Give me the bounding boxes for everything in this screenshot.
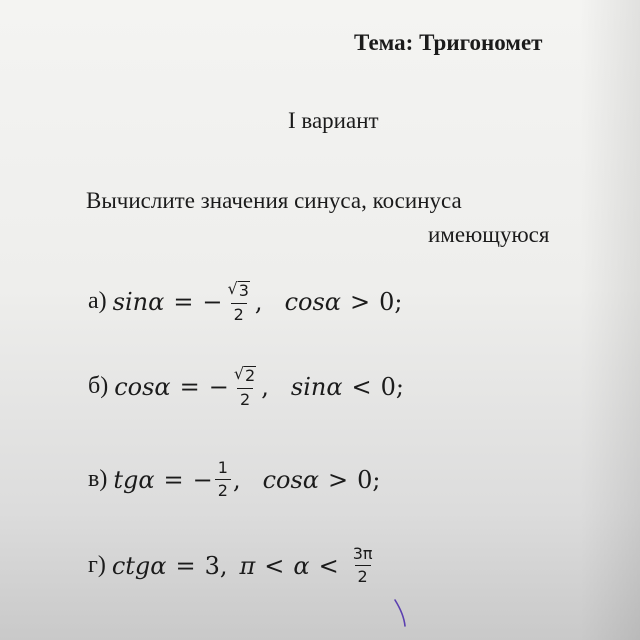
fraction (225, 281, 253, 323)
topic-heading: Тема: Тригономет (354, 30, 543, 55)
equals-sign: = (163, 465, 184, 494)
minus-sign: − (192, 465, 213, 494)
variant-title: I вариант (288, 108, 379, 133)
condition-value: 0; (357, 465, 381, 494)
alpha-variable: α (293, 551, 310, 580)
equals-sign: = (173, 287, 194, 316)
equals-sign: = (175, 551, 196, 580)
task-function: ctgα (111, 551, 167, 580)
condition-value: 0; (379, 287, 403, 316)
radicand: 2 (245, 366, 256, 385)
condition-function: cosα (262, 465, 320, 494)
less-than-sign: < (318, 551, 339, 580)
fraction (215, 460, 231, 499)
condition-function: sinα (290, 372, 343, 401)
task-function: cosα (114, 372, 171, 401)
task-label: г) (88, 552, 106, 578)
task-function: sinα (112, 287, 165, 316)
pen-mark (392, 598, 408, 628)
fraction-numerator: 1 (217, 458, 228, 477)
radical-sign: √ (233, 364, 245, 383)
fraction-numerator (225, 281, 253, 303)
task-label: а) (88, 288, 107, 315)
fraction (350, 546, 376, 585)
square-root (234, 366, 256, 385)
condition-operator: > (328, 465, 349, 494)
fraction-denominator: 2 (231, 303, 247, 323)
lower-bound: π (239, 551, 256, 580)
fraction-numerator: 3π (352, 544, 373, 563)
square-root (228, 281, 250, 300)
condition-operator: > (349, 287, 371, 316)
condition-function: cosα (284, 287, 341, 316)
instruction-line-1: Вычислите значения синуса, косинуса (86, 188, 462, 213)
task-label: в) (88, 466, 108, 492)
instruction-line-2: имеющуюся (428, 222, 550, 247)
fraction-denominator: 2 (355, 565, 371, 585)
task-value: 3, (204, 551, 228, 580)
task-b (88, 366, 404, 408)
task-function: tgα (113, 465, 155, 494)
condition-operator: < (351, 372, 372, 401)
task-label: б) (88, 373, 109, 400)
fraction-denominator: 2 (215, 479, 231, 499)
separator-comma: , (261, 372, 269, 401)
task-c (88, 460, 380, 499)
fraction (231, 366, 259, 408)
page-shadow (580, 0, 640, 640)
less-than-sign: < (264, 551, 285, 580)
equals-sign: = (179, 372, 200, 401)
fraction-denominator: 2 (237, 388, 253, 408)
condition-value: 0; (380, 372, 404, 401)
minus-sign: − (208, 372, 229, 401)
fraction-numerator (231, 366, 259, 388)
radical-sign: √ (227, 279, 238, 298)
radicand: 3 (238, 281, 249, 300)
task-a (88, 281, 402, 323)
separator-comma: , (254, 287, 263, 316)
separator-comma: , (232, 465, 241, 494)
task-d (88, 546, 378, 585)
minus-sign: − (202, 287, 223, 316)
